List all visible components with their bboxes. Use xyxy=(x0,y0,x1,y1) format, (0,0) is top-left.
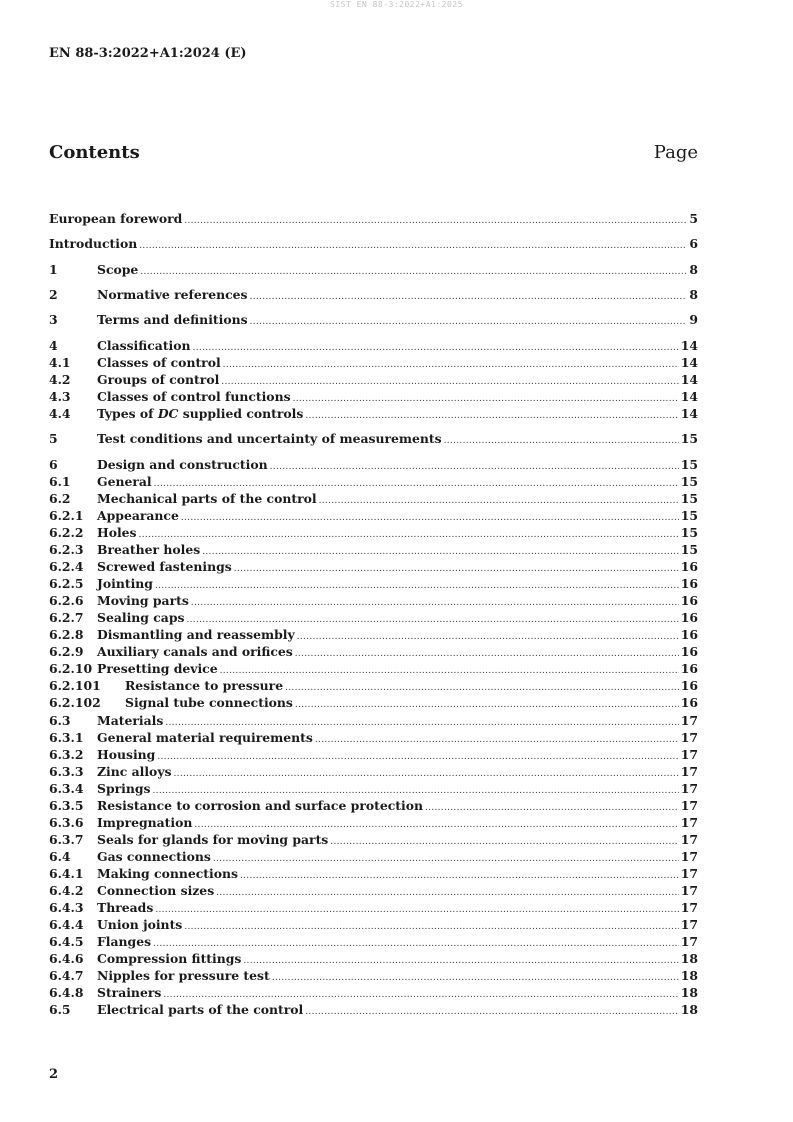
toc-entry[interactable] xyxy=(49,431,698,447)
toc-entry-page: 17 xyxy=(680,883,698,898)
toc-entry-page: 14 xyxy=(680,389,698,404)
toc-entry-page: 17 xyxy=(680,764,698,779)
toc-entry-page: 15 xyxy=(680,508,698,523)
toc-entry[interactable] xyxy=(49,287,698,303)
toc-entry[interactable] xyxy=(49,730,698,746)
toc-dot-leader xyxy=(221,374,678,390)
toc-entry[interactable] xyxy=(49,372,698,388)
toc-entry[interactable] xyxy=(49,968,698,984)
toc-entry[interactable] xyxy=(49,457,698,473)
toc-dot-leader xyxy=(174,766,679,782)
contents-heading: Contents xyxy=(49,142,140,163)
toc-entry[interactable] xyxy=(49,355,698,371)
toc-entry-number: 6.3.3 xyxy=(49,764,84,779)
toc-entry-page: 5 xyxy=(689,211,698,226)
toc-entry-title: Dismantling and reassembly xyxy=(97,627,295,642)
toc-entry-title-part: supplied controls xyxy=(178,406,304,421)
toc-entry[interactable] xyxy=(49,815,698,831)
toc-entry[interactable] xyxy=(49,389,698,405)
toc-entry-title: Introduction xyxy=(49,236,138,251)
toc-dot-leader xyxy=(155,902,678,918)
toc-entry[interactable] xyxy=(49,312,698,328)
toc-entry-number: 4 xyxy=(49,338,58,353)
toc-entry-title: Making connections xyxy=(97,866,238,881)
toc-entry-title xyxy=(97,406,303,422)
toc-entry-number: 6.4.3 xyxy=(49,900,84,915)
toc-dot-leader xyxy=(202,544,679,560)
toc-entry[interactable] xyxy=(49,559,698,575)
toc-entry-title: Seals for glands for moving parts xyxy=(97,832,329,847)
toc-entry-page: 18 xyxy=(680,985,698,1000)
toc-entry-page: 16 xyxy=(680,695,698,710)
toc-entry-title: Breather holes xyxy=(97,542,201,557)
toc-entry[interactable] xyxy=(49,406,698,422)
toc-entry-number: 6.3.6 xyxy=(49,815,84,830)
toc-dot-leader xyxy=(295,697,679,713)
toc-entry[interactable] xyxy=(49,951,698,967)
toc-entry-number: 5 xyxy=(49,431,58,446)
toc-dot-leader xyxy=(285,680,679,696)
toc-entry-title: Materials xyxy=(97,713,164,728)
toc-entry-page: 17 xyxy=(680,713,698,728)
toc-entry-page: 17 xyxy=(680,934,698,949)
toc-entry-page: 16 xyxy=(680,593,698,608)
toc-entry-page: 18 xyxy=(680,1002,698,1017)
toc-entry-number: 4.4 xyxy=(49,406,71,421)
toc-dot-leader xyxy=(191,595,679,611)
toc-entry-page: 17 xyxy=(680,900,698,915)
toc-entry[interactable] xyxy=(49,1002,698,1018)
toc-dot-leader xyxy=(319,493,679,509)
toc-entry-page: 15 xyxy=(680,525,698,540)
toc-entry-title: Zinc alloys xyxy=(97,764,172,779)
toc-entry-title: Gas connections xyxy=(97,849,211,864)
toc-entry-number: 6.4 xyxy=(49,849,71,864)
toc-entry-number: 6.2.2 xyxy=(49,525,84,540)
toc-dot-leader xyxy=(184,213,686,229)
toc-entry-page: 17 xyxy=(680,730,698,745)
toc-entry-number: 6.2.4 xyxy=(49,559,84,574)
toc-dot-leader xyxy=(330,834,678,850)
toc-dot-leader xyxy=(194,817,678,833)
toc-entry[interactable] xyxy=(49,764,698,780)
toc-dot-leader xyxy=(223,357,679,373)
toc-entry-number: 6.4.8 xyxy=(49,985,84,1000)
toc-entry-title: Threads xyxy=(97,900,154,915)
toc-dot-leader xyxy=(139,238,686,254)
toc-entry-page: 17 xyxy=(680,781,698,796)
toc-entry-number: 6.2.3 xyxy=(49,542,84,557)
toc-entry[interactable] xyxy=(49,747,698,763)
toc-entry-title: Terms and definitions xyxy=(97,312,248,327)
toc-entry-title: Flanges xyxy=(97,934,152,949)
toc-entry-title: Classification xyxy=(97,338,191,353)
toc-entry-title: Test conditions and uncertainty of measurements xyxy=(97,431,442,446)
toc-entry-number: 2 xyxy=(49,287,58,302)
toc-entry[interactable] xyxy=(49,542,698,558)
toc-entry-page: 16 xyxy=(680,627,698,642)
toc-entry-title: General xyxy=(97,474,152,489)
toc-entry[interactable] xyxy=(49,576,698,592)
toc-entry-title: Signal tube connections xyxy=(125,695,293,710)
toc-entry-page: 15 xyxy=(680,457,698,472)
toc-entry[interactable] xyxy=(49,525,698,541)
toc-entry-number: 6.4.7 xyxy=(49,968,84,983)
toc-entry[interactable] xyxy=(49,798,698,814)
toc-dot-leader xyxy=(153,936,679,952)
toc-entry-title: General material requirements xyxy=(97,730,313,745)
toc-entry-number: 6.2.101 xyxy=(49,678,101,693)
toc-entry-page: 16 xyxy=(680,559,698,574)
toc-dot-leader xyxy=(163,987,678,1003)
toc-entry-page: 14 xyxy=(680,338,698,353)
toc-dot-leader xyxy=(184,919,678,935)
toc-entry-page: 17 xyxy=(680,815,698,830)
toc-dot-leader xyxy=(444,433,679,449)
page-column-label: Page xyxy=(653,142,698,163)
toc-dot-leader xyxy=(272,970,679,986)
toc-entry[interactable] xyxy=(49,627,698,643)
toc-entry-title: Normative references xyxy=(97,287,248,302)
toc-dot-leader xyxy=(139,527,679,543)
toc-entry-number: 6.2.7 xyxy=(49,610,84,625)
toc-entry-page: 8 xyxy=(689,262,698,277)
toc-entry-number: 6.2.9 xyxy=(49,644,84,659)
toc-entry-page: 14 xyxy=(680,355,698,370)
toc-dot-leader xyxy=(220,663,679,679)
toc-entry-title: Resistance to pressure xyxy=(125,678,284,693)
toc-entry-number: 6.3.2 xyxy=(49,747,84,762)
toc-entry-number: 6.2.6 xyxy=(49,593,84,608)
toc-entry-page: 14 xyxy=(680,406,698,421)
toc-entry-title: Compression fittings xyxy=(97,951,242,966)
toc-entry[interactable] xyxy=(49,866,698,882)
toc-entry-title: Groups of control xyxy=(97,372,220,387)
toc-entry[interactable] xyxy=(49,610,698,626)
toc-entry-title: Impregnation xyxy=(97,815,193,830)
toc-entry-number: 6.5 xyxy=(49,1002,71,1017)
toc-entry-title: Electrical parts of the control xyxy=(97,1002,304,1017)
toc-entry-page: 15 xyxy=(680,431,698,446)
toc-dot-leader xyxy=(153,783,679,799)
toc-entry-page: 17 xyxy=(680,866,698,881)
toc-entry-title: Holes xyxy=(97,525,137,540)
toc-entry-page: 15 xyxy=(680,474,698,489)
toc-dot-leader xyxy=(155,578,679,594)
toc-entry-page: 6 xyxy=(689,236,698,251)
toc-entry-page: 16 xyxy=(680,610,698,625)
toc-entry[interactable] xyxy=(49,781,698,797)
toc-dot-leader xyxy=(250,314,686,330)
toc-entry-title-part: Types of xyxy=(97,406,158,421)
toc-dot-leader xyxy=(154,476,679,492)
toc-dot-leader xyxy=(243,953,678,969)
toc-entry-page: 15 xyxy=(680,491,698,506)
toc-entry-title: Classes of control xyxy=(97,355,221,370)
toc-entry[interactable] xyxy=(49,849,698,865)
toc-entry[interactable] xyxy=(49,491,698,507)
toc-entry[interactable] xyxy=(49,934,698,950)
toc-entry-page: 16 xyxy=(680,661,698,676)
toc-entry-title: Screwed fastenings xyxy=(97,559,232,574)
toc-entry[interactable] xyxy=(49,508,698,524)
toc-entry[interactable] xyxy=(49,593,698,609)
toc-dot-leader xyxy=(216,885,679,901)
toc-dot-leader xyxy=(140,264,686,280)
toc-entry-page: 18 xyxy=(680,968,698,983)
toc-entry-number: 6.3.1 xyxy=(49,730,84,745)
toc-entry-number: 6.2.1 xyxy=(49,508,84,523)
toc-entry-title: Appearance xyxy=(97,508,179,523)
toc-entry[interactable] xyxy=(49,262,698,278)
toc-entry-number: 6.1 xyxy=(49,474,71,489)
toc-dot-leader xyxy=(297,629,679,645)
toc-dot-leader xyxy=(193,340,679,356)
toc-dot-leader xyxy=(315,732,679,748)
toc-entry-number: 4.2 xyxy=(49,372,71,387)
toc-entry-number: 6.2 xyxy=(49,491,71,506)
toc-entry-title: Springs xyxy=(97,781,151,796)
toc-dot-leader xyxy=(425,800,679,816)
toc-entry-page: 8 xyxy=(689,287,698,302)
toc-entry[interactable] xyxy=(49,900,698,916)
toc-entry-title: Sealing caps xyxy=(97,610,185,625)
toc-dot-leader xyxy=(181,510,679,526)
toc-entry-number: 6.3 xyxy=(49,713,71,728)
toc-entry[interactable] xyxy=(49,338,698,354)
toc-entry-title: European foreword xyxy=(49,211,183,226)
toc-entry-page: 18 xyxy=(680,951,698,966)
toc-entry-title-emphasis: DC xyxy=(157,406,179,421)
toc-entry-page: 17 xyxy=(680,917,698,932)
toc-entry-title: Housing xyxy=(97,747,156,762)
toc-dot-leader xyxy=(250,289,686,305)
toc-entry-number: 6.4.1 xyxy=(49,866,84,881)
toc-dot-leader xyxy=(213,851,679,867)
toc-entry-page: 16 xyxy=(680,678,698,693)
toc-entry-title: Resistance to corrosion and surface protection xyxy=(97,798,423,813)
toc-entry-number: 6.3.7 xyxy=(49,832,84,847)
toc-dot-leader xyxy=(186,612,678,628)
toc-dot-leader xyxy=(157,749,678,765)
toc-entry-number: 6 xyxy=(49,457,58,472)
toc-entry-number: 6.4.6 xyxy=(49,951,84,966)
toc-entry-page: 15 xyxy=(680,542,698,557)
toc-dot-leader xyxy=(295,646,679,662)
toc-entry-page: 14 xyxy=(680,372,698,387)
toc-dot-leader xyxy=(293,391,679,407)
toc-entry[interactable] xyxy=(49,832,698,848)
page-number: 2 xyxy=(49,1067,59,1082)
toc-entry-title: Scope xyxy=(97,262,139,277)
toc-entry-title: Moving parts xyxy=(97,593,189,608)
toc-entry-number: 4.3 xyxy=(49,389,71,404)
watermark: SIST EN 88-3:2022+A1:2025 xyxy=(330,0,463,9)
toc-entry[interactable] xyxy=(49,883,698,899)
toc-entry-number: 6.2.8 xyxy=(49,627,84,642)
toc-entry-number: 4.1 xyxy=(49,355,71,370)
toc-entry-number: 6.2.5 xyxy=(49,576,84,591)
toc-entry-title: Presetting device xyxy=(97,661,218,676)
toc-entry-page: 17 xyxy=(680,747,698,762)
toc-entry[interactable] xyxy=(49,713,698,729)
toc-entry[interactable] xyxy=(49,678,698,694)
toc-entry-title: Connection sizes xyxy=(97,883,215,898)
document-identifier: EN 88-3:2022+A1:2024 (E) xyxy=(49,46,247,61)
toc-entry-page: 9 xyxy=(689,312,698,327)
toc-entry[interactable] xyxy=(49,211,698,227)
toc-entry-number: 6.3.4 xyxy=(49,781,84,796)
toc-entry-number: 6.4.5 xyxy=(49,934,84,949)
toc-dot-leader xyxy=(234,561,679,577)
toc-entry[interactable] xyxy=(49,695,698,711)
toc-entry-number: 6.2.10 xyxy=(49,661,93,676)
toc-entry-title: Jointing xyxy=(97,576,153,591)
toc-entry-page: 17 xyxy=(680,849,698,864)
toc-entry-number: 1 xyxy=(49,262,58,277)
toc-entry-title: Auxiliary canals and orifices xyxy=(97,644,293,659)
toc-entry-title: Mechanical parts of the control xyxy=(97,491,317,506)
toc-dot-leader xyxy=(270,459,679,475)
toc-entry-title: Design and construction xyxy=(97,457,268,472)
toc-entry-number: 6.4.2 xyxy=(49,883,84,898)
toc-entry-number: 6.3.5 xyxy=(49,798,84,813)
toc-dot-leader xyxy=(240,868,679,884)
toc-entry-title: Nipples for pressure test xyxy=(97,968,270,983)
toc-dot-leader xyxy=(305,1004,679,1020)
toc-entry[interactable] xyxy=(49,985,698,1001)
toc-entry-title: Classes of control functions xyxy=(97,389,291,404)
toc-entry-page: 17 xyxy=(680,798,698,813)
toc-entry-title: Union joints xyxy=(97,917,183,932)
toc-entry-number: 6.2.102 xyxy=(49,695,101,710)
toc-dot-leader xyxy=(305,408,678,424)
toc-entry[interactable] xyxy=(49,474,698,490)
toc-entry[interactable] xyxy=(49,644,698,660)
toc-entry-title: Strainers xyxy=(97,985,162,1000)
toc-entry[interactable] xyxy=(49,661,698,677)
toc-entry-page: 16 xyxy=(680,576,698,591)
toc-entry[interactable] xyxy=(49,236,698,252)
toc-entry-number: 3 xyxy=(49,312,58,327)
toc-entry[interactable] xyxy=(49,917,698,933)
toc-entry-page: 17 xyxy=(680,832,698,847)
toc-dot-leader xyxy=(165,715,678,731)
toc-entry-number: 6.4.4 xyxy=(49,917,84,932)
toc-entry-page: 16 xyxy=(680,644,698,659)
